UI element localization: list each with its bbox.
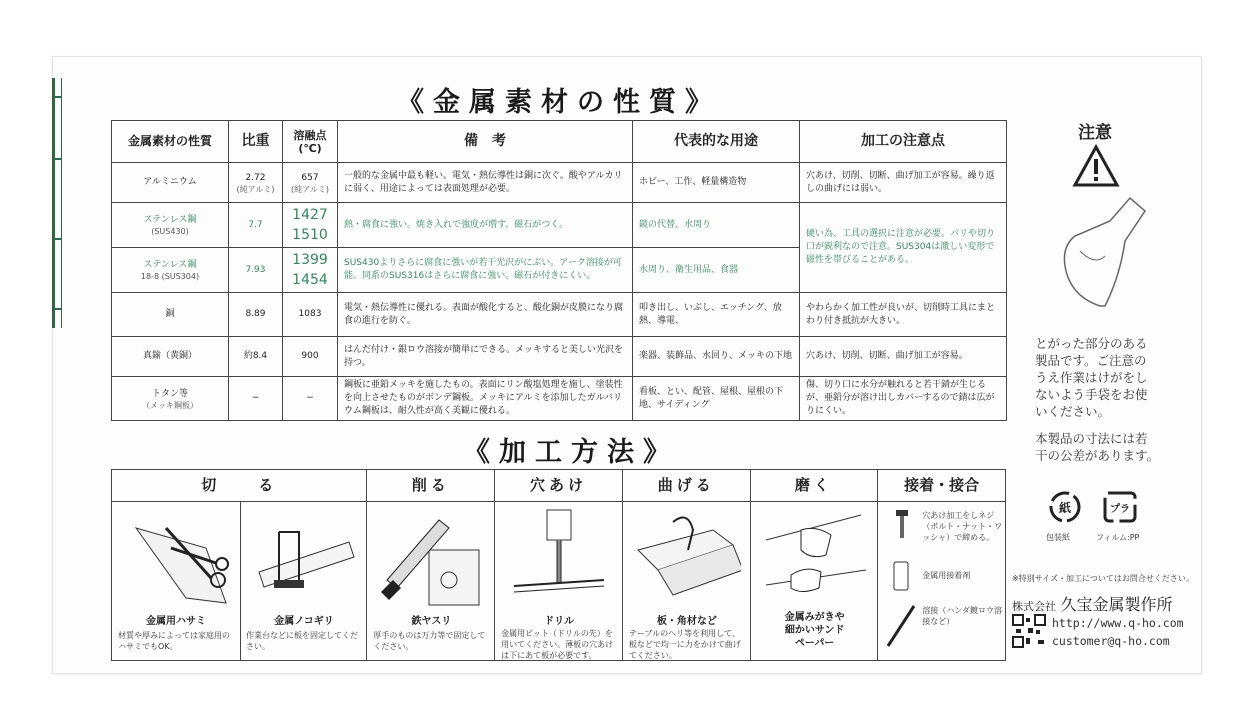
method-heading: 磨く [751,470,878,502]
remark-cell: SUS430よりさらに腐食に強いが若干光沢がにぶい。アーク溶接が可能。同系のSUS316はさらに腐食に強い。磁石が付きにくい。 [338,248,633,293]
remark-cell: 熱・腐食に強い。焼き入れで強度が増す。磁石がつく。 [338,203,633,248]
material-name: ステンレス鋼 (SUS430) [112,203,229,248]
header-property: 金属素材の性質 [112,121,229,163]
method-caption: 金属ノコギリ [274,616,334,627]
material-name: ステンレス鋼 18-8 (SUS304) [112,248,229,293]
use-cell: 楽器、装飾品、水回り、メッキの下地 [633,337,800,377]
gravity-cell: 7.7 [229,203,283,248]
method-file [367,470,495,660]
method-cut [112,470,367,660]
method-desc: テーブルのヘリ等を利用して、板などで均一に力をかけて曲げてください。 [628,629,741,660]
use-cell: ホビー、工作、軽量構造物 [633,163,800,203]
custom-order-footnote: ※特別サイズ・加工についてはお問合せください。 [1012,574,1194,583]
caution-title: 注意 [1078,123,1112,143]
melt-cell: 1399 1454 [283,248,338,293]
contact-email[interactable]: customer@q-ho.com [1052,634,1170,648]
join-adhesive-text: 金属用接着剤 [922,571,971,580]
remark-cell: 一般的な金属中最も軽い。電気・熱伝導性は銅に次ぐ。酸やアルカリに弱く、用途によっては表面処理が必要。 [338,163,633,203]
method-heading: 曲げる [623,470,750,502]
svg-text:プラ: プラ [1110,504,1130,515]
use-cell: 看板、とい、配管、屋根、屋根の下地、サイディング [633,377,800,421]
gravity-cell: 7.93 [229,248,283,293]
svg-text:紙: 紙 [1058,501,1072,515]
melt-cell: 1083 [283,293,338,337]
remark-cell: 電気・熱伝導性に優れる。表面が酸化すると、酸化銅が皮膜になり腐食の進行を防ぐ。 [338,293,633,337]
table-row [112,377,1007,421]
material-name: 銅 [112,293,229,337]
paper-recycle-icon [1048,490,1082,524]
method-caption: 板・角材など [656,616,717,627]
header-melting-point: 溶融点 (℃) [283,121,338,163]
method-heading: 削る [367,470,494,502]
gravity-cell: 約8.4 [229,337,283,377]
header-use: 代表的な用途 [633,121,800,163]
method-desc: 厚手のものは万力等で固定してください。 [373,631,486,651]
header-gravity: 比重 [229,121,283,163]
melt-cell: 1427 1510 [283,203,338,248]
method-desc: 材質や厚みによっては家庭用のハサミでもOK。 [118,631,230,651]
method-caption: 鉄ヤスリ [411,616,452,627]
method-caption: ドリル [544,616,575,627]
scissors-illustration [126,508,236,608]
website-url[interactable]: http://www.q-ho.com [1052,616,1184,630]
joining-illustrations [884,506,920,656]
gravity-cell: 8.89 [229,293,283,337]
remark-cell: はんだ付け・銀ロウ溶接が簡単にできる。メッキすると美しい光沢を持つ。 [338,337,633,377]
methods-panel [111,469,1006,661]
remark-cell: 鋼板に亜鉛メッキを施したもの。表面にリン酸塩処理を施し、塗装性を向上させたものがボンデ鋼板。メッキにアルミを添加したガルバリウム鋼板は、耐久性が高く美観に優れる。 [338,377,633,421]
method-drill [495,470,623,660]
polishing-illustration [761,510,871,605]
use-cell: 叩き出し、いぶし、エッチング、放熱、導電、 [633,293,800,337]
method-desc: 金属用ビット（ドリルの先）を用いてください。薄板の穴あけは下にあて板が必要です。 [501,629,614,660]
material-name: アルミニウム [112,163,229,203]
bending-illustration [633,510,741,605]
properties-title: 《金属素材の性質》 [397,87,721,118]
warning-icon [1072,144,1120,188]
glove-icon [1050,196,1150,316]
table-row [112,293,1007,337]
file-illustration [379,510,483,610]
use-cell: 水周り、衛生用品、食器 [633,248,800,293]
header-remark: 備 考 [338,121,633,163]
melt-cell: 900 [283,337,338,377]
card-edge-stripe [52,78,62,328]
method-heading: 接着・接合 [878,470,1005,502]
table-row [112,203,1007,248]
methods-title: 《加工方法》 [463,437,679,468]
caution-cell: 硬い為、工具の選択に注意が必要。バリや切り口が鋭利なので注意。SUS304は激しい変形で磁性を帯びることがある。 [800,203,1007,293]
method-caption: 金属みがきや 細かいサンド ペーパー [784,612,845,649]
hacksaw-illustration [254,512,360,602]
gravity-cell: − [229,377,283,421]
caution-cell: やわらかく加工性が良いが、切削時工具にまとわり付き抵抗が大きい。 [800,293,1007,337]
properties-table [111,120,1007,421]
caution-cell: 穴あけ、切削、切断、曲げ加工が容易。繰り返しの曲げには弱い。 [800,163,1007,203]
plastic-recycle-icon [1102,490,1138,524]
company-name: 株式会社 久宝金属製作所 [1012,595,1173,614]
gravity-cell: 2.72 (純アルミ) [229,163,283,203]
qr-code-icon [1012,614,1046,648]
method-join [878,470,1005,660]
tolerance-note: 本製品の寸法には若 干の公差があります。 [1035,431,1160,463]
method-desc: 作業台などに板を固定してください。 [246,631,358,651]
table-row [112,337,1007,377]
table-row [112,163,1007,203]
caution-cell: 穴あけ、切削、切断、曲げ加工が容易。 [800,337,1007,377]
use-cell: 鏡の代替、水周り [633,203,800,248]
join-solder-text: 溶接（ハンダ鍍ロウ溶接など） [922,606,1002,626]
melt-cell: − [283,377,338,421]
paper-recycle-label: 包装紙 [1046,533,1070,542]
caution-cell: 傷、切り口に水分が触れると若干錆が生じるが、亜鉛分が溶け出しカバーするので錆は広がりにくい。 [800,377,1007,421]
plastic-recycle-label: フィルム:PP [1096,533,1140,542]
method-heading: 穴あけ [495,470,622,502]
method-polish [751,470,879,660]
join-screw-text: 穴あけ加工をしネジ（ボルト・ナット・ワッシャ）で締める。 [922,511,1003,542]
melt-cell: 657 (純アルミ) [283,163,338,203]
method-heading: 切 る [112,470,366,502]
material-name: 真鍮（黄銅） [112,337,229,377]
method-caption: 金属用ハサミ [146,616,206,627]
material-name: トタン等 （メッキ鋼板） [112,377,229,421]
drill-illustration [509,508,609,608]
header-caution: 加工の注意点 [800,121,1007,163]
method-bend [623,470,751,660]
warning-text: とがった部分のある 製品です。ご注意の うえ作業はけがをし ないよう手袋をお使 いください。 [1035,336,1148,419]
